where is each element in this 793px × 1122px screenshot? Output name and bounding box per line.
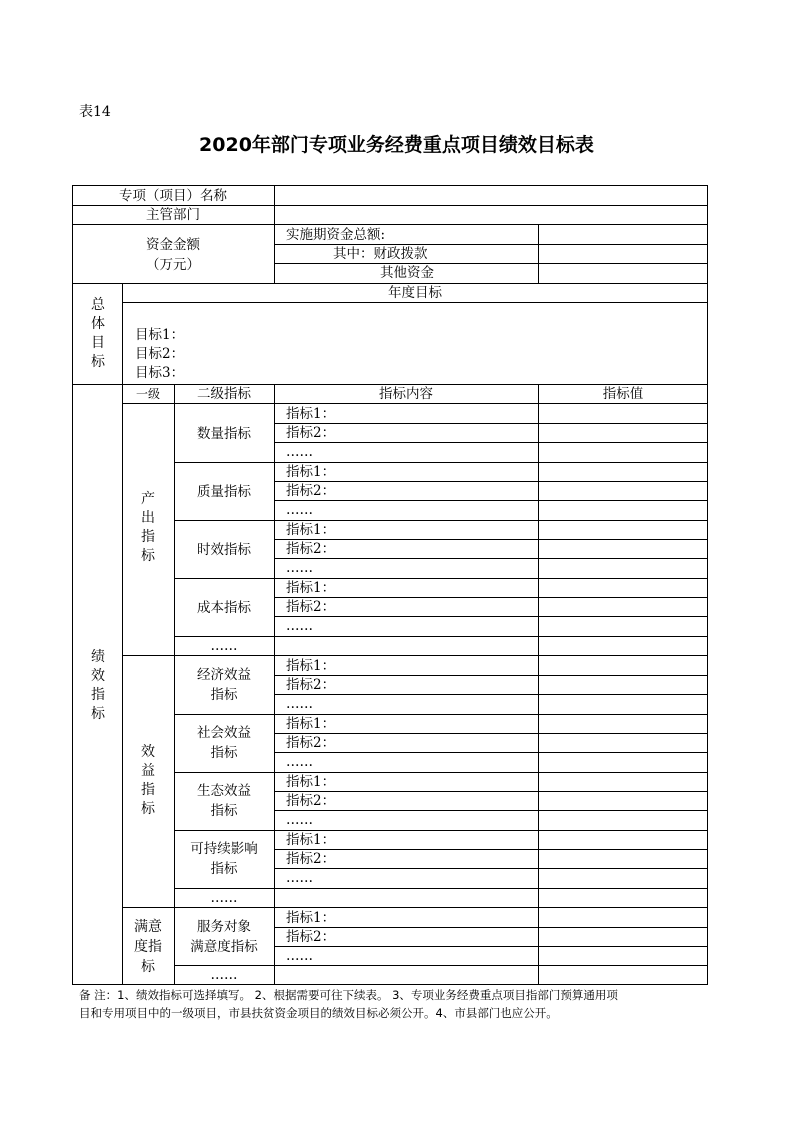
ecological-benefit-indicator-suffix: 指标 [210, 803, 238, 819]
sustainability-indicator: 可持续影响 [190, 841, 258, 857]
indicator-ellipsis: …… [286, 502, 313, 518]
performance-indicator-label: 绩效指标 [91, 649, 105, 722]
content-header: 指标内容 [379, 386, 433, 402]
indicator-item: 指标1： [286, 406, 336, 422]
table-number: 表14 [79, 104, 111, 120]
annual-goal-header: 年度目标 [388, 285, 442, 301]
sustainability-indicator-suffix: 指标 [210, 861, 238, 877]
indicator-ellipsis: …… [286, 618, 313, 634]
indicator-item: 指标1： [286, 716, 336, 732]
indicator-item: 指标2： [286, 929, 336, 945]
project-name-field[interactable] [276, 187, 706, 204]
fiscal-value[interactable] [540, 245, 706, 262]
page-title: 2020年部门专项业务经费重点项目绩效目标表 [199, 134, 594, 156]
economic-benefit-indicator-suffix: 指标 [210, 687, 238, 703]
indicator-ellipsis: …… [286, 696, 313, 712]
department-label: 主管部门 [146, 207, 200, 223]
indicator-ellipsis: …… [286, 812, 313, 828]
indicator-item: 指标2： [286, 851, 336, 867]
total-funds-value[interactable] [540, 226, 706, 243]
indicator-item: 指标2： [286, 541, 336, 557]
goal-2: 目标2： [135, 346, 185, 362]
indicator-item: 指标2： [286, 425, 336, 441]
fund-unit-label: （万元） [146, 257, 200, 273]
indicator-ellipsis: …… [286, 948, 313, 964]
cost-indicator: 成本指标 [197, 600, 251, 616]
footnote [79, 986, 719, 1022]
indicator-item: 指标1： [286, 832, 336, 848]
level2-header: 二级指标 [197, 386, 251, 402]
satisfaction-label-line1: 满意 [134, 919, 162, 935]
social-benefit-indicator-suffix: 指标 [210, 745, 238, 761]
output-indicator-label: 产出指标 [141, 491, 155, 564]
indicator-item: 指标1： [286, 580, 336, 596]
indicator-item: 指标2： [286, 677, 336, 693]
footnote-line-2: 目和专用项目中的一级项目，市县扶贫资金项目的绩效目标必须公开。4、市县部门也应公开。 [79, 1006, 558, 1020]
timeliness-indicator: 时效指标 [197, 542, 251, 558]
other-funds-value[interactable] [540, 264, 706, 281]
indicator-item: 指标1： [286, 910, 336, 926]
indicator-item: 指标1： [286, 774, 336, 790]
project-name-label: 专项（项目）名称 [119, 188, 227, 204]
overall-goal-label: 总体目标 [91, 297, 105, 370]
service-target-indicator-suffix: 满意度指标 [190, 939, 258, 955]
goal-1: 目标1： [135, 327, 185, 343]
service-target-indicator: 服务对象 [197, 919, 251, 935]
indicator-item: 指标2： [286, 483, 336, 499]
total-funds-label: 实施期资金总额: [286, 227, 386, 243]
level1-header: 一级 [135, 387, 160, 401]
indicator-item: 指标1： [286, 522, 336, 538]
ecological-benefit-indicator: 生态效益 [197, 783, 251, 799]
fiscal-appropriation-label: 其中：财政拨款 [333, 246, 428, 262]
fund-amount-label: 资金金额 [146, 237, 200, 253]
satisfaction-label-line3: 标 [141, 959, 155, 975]
benefit-more: …… [210, 890, 238, 906]
indicator-ellipsis: …… [286, 754, 313, 770]
social-benefit-indicator: 社会效益 [197, 725, 251, 741]
indicator-item: 指标1： [286, 658, 336, 674]
footnote-line-1: 备 注：1、绩效指标可选择填写。 2、根据需要可往下续表。 3、专项业务经费重点项目指部门预算通用项 [79, 988, 618, 1002]
output-more: …… [210, 638, 238, 654]
indicator-ellipsis: …… [286, 870, 313, 886]
indicator-item: 指标2： [286, 793, 336, 809]
indicator-item: 指标1： [286, 464, 336, 480]
economic-benefit-indicator: 经济效益 [197, 667, 251, 683]
department-field[interactable] [276, 206, 706, 223]
other-funds-label: 其他资金 [380, 265, 434, 281]
indicator-item: 指标2： [286, 735, 336, 751]
benefit-indicator-label: 效益指标 [141, 744, 155, 817]
indicator-ellipsis: …… [286, 444, 313, 460]
satisfaction-more: …… [210, 967, 238, 983]
indicator-ellipsis: …… [286, 560, 313, 576]
value-header: 指标值 [602, 386, 644, 402]
quality-indicator: 质量指标 [197, 484, 251, 500]
quantity-indicator: 数量指标 [197, 426, 251, 442]
indicator-item: 指标2： [286, 599, 336, 615]
goal-3: 目标3： [135, 365, 185, 381]
satisfaction-label-line2: 度指 [134, 939, 162, 955]
